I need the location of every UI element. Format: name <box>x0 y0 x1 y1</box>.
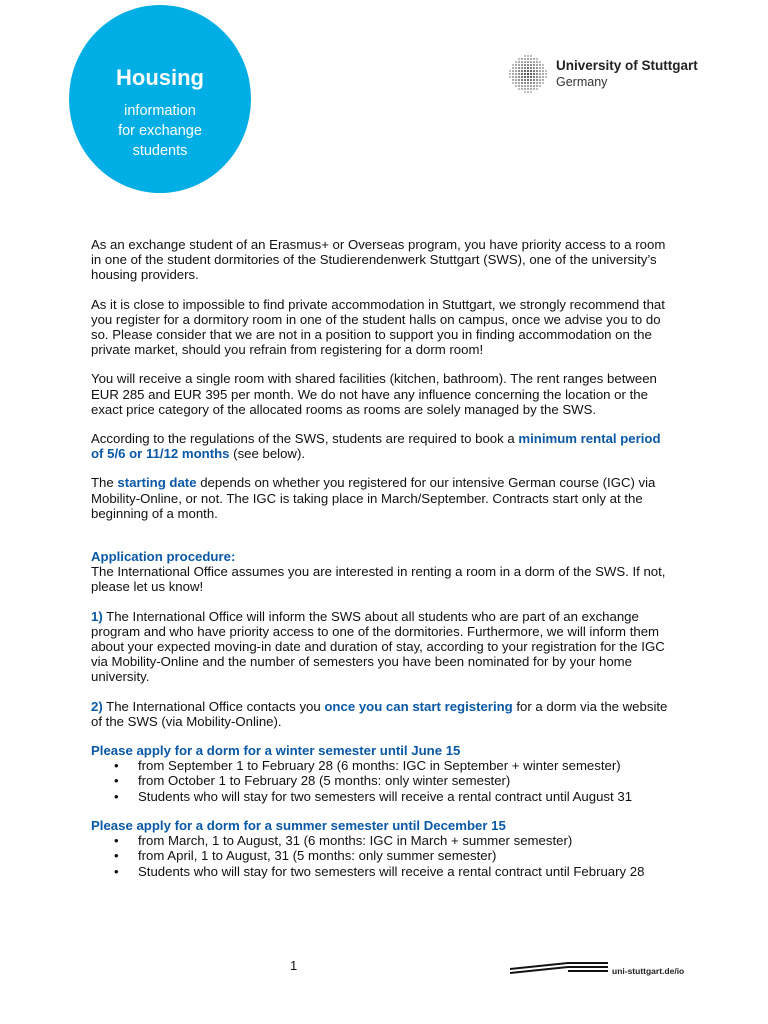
paragraph-recommendation: As it is close to impossible to find private accommodation in Stuttgart, we strongly recommend that you register for a dormitory room in one of the student halls on campus, once we advise you to do so. Please consider that we are not in a position to support you in finding accommodation on the private market, should you refrain from registering for a dorm room! <box>91 296 665 358</box>
list-item: • from October 1 to February 28 (5 months: only winter semester) <box>138 773 671 788</box>
badge-subtitle-line: information <box>124 103 196 119</box>
badge-title: Housing <box>116 65 204 90</box>
list-item: • Students who will stay for two semesters will receive a rental contract until August 31 <box>138 789 671 804</box>
badge-subtitle <box>69 101 251 161</box>
list-item: • from March, 1 to August, 31 (6 months: IGC in March + summer semester) <box>138 833 671 848</box>
footer-logo-icon <box>508 952 608 976</box>
text: (see below). <box>229 446 306 462</box>
summer-list <box>91 833 671 879</box>
text: The International Office will inform the SWS about all students who are part of an exchange program and who have priority access to one of the dormitories. Furthermore, we will inform them about your expected moving-in date and duration of stay, according to your registration for the IGC via Mobility-Online and the number of semesters you have been nominated for by your home university. <box>91 608 665 685</box>
step-number: 1) <box>91 608 103 624</box>
text: According to the regulations of the SWS, students are required to book a <box>91 431 519 447</box>
badge-subtitle-line: for exchange <box>118 123 202 139</box>
text: for a dorm via the website of the SWS (via Mobility-Online). <box>91 698 668 729</box>
paragraph-intro: As an exchange student of an Erasmus+ or Overseas program, you have priority access to a room in one of the student dormitories of the Studierendenwerk Stuttgart (SWS), one of the university’s housing providers. <box>91 237 666 283</box>
text: The <box>91 475 118 491</box>
summer-heading: Please apply for a dorm for a summer semester until December 15 <box>91 817 506 833</box>
list-item: • Students who will stay for two semesters will receive a rental contract until February 28 <box>138 864 671 879</box>
logo-country: Germany <box>556 75 608 89</box>
badge-subtitle-line: students <box>132 143 188 159</box>
logo-name: University of Stuttgart <box>556 58 698 73</box>
footer-url: uni-stuttgart.de/io <box>612 966 685 976</box>
text: depends on whether you registered for our intensive German course (IGC) via Mobility-Online, or not. The IGC is taking place in March/September. Contracts start only at the beginning of a month. <box>91 475 656 521</box>
starting-date-highlight: starting date <box>117 475 197 491</box>
university-logo <box>508 54 698 94</box>
list-item: • from April, 1 to August, 31 (5 months: only summer semester) <box>138 848 671 863</box>
application-intro: The International Office assumes you are interested in renting a room in a dorm of the SWS. If not, please let us know! <box>91 564 666 595</box>
paragraph-starting-date <box>91 475 671 521</box>
housing-badge <box>69 5 251 193</box>
list-item: • from September 1 to February 28 (6 months: IGC in September + winter semester) <box>138 758 671 773</box>
paragraph-room-info: You will receive a single room with shared facilities (kitchen, bathroom). The rent ranges between EUR 285 and EUR 395 per month. We do not have any influence concerning the location or the exact price category of the allocated rooms as rooms are solely managed by the SWS. <box>91 371 657 417</box>
university-seal-icon <box>508 54 548 94</box>
winter-heading: Please apply for a dorm for a winter semester until June 15 <box>91 743 461 759</box>
step-number: 2) <box>91 698 103 714</box>
paragraph-rental-period <box>91 431 671 461</box>
step-2 <box>91 699 671 729</box>
step-1 <box>91 609 671 685</box>
rental-period-highlight: minimum rental period of 5/6 or 11/12 months <box>91 431 661 462</box>
application-heading: Application procedure: <box>91 549 236 565</box>
registering-highlight: once you can start registering <box>324 698 513 714</box>
page-number: 1 <box>290 958 298 973</box>
winter-list <box>91 758 671 804</box>
document-body <box>91 237 671 879</box>
text: The International Office contacts you <box>102 698 325 714</box>
